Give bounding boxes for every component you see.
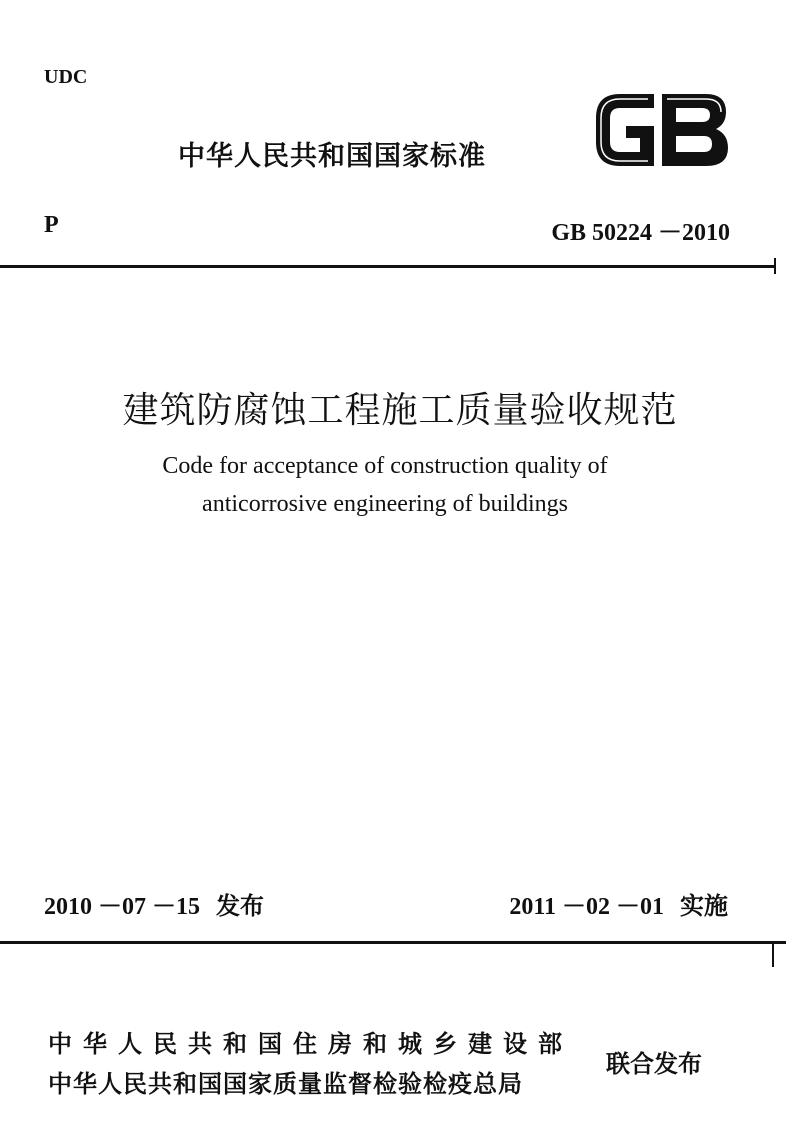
- udc-label: UDC: [44, 66, 88, 88]
- top-divider: [0, 265, 776, 268]
- gb-logo: [590, 88, 732, 172]
- classification-code: P: [44, 212, 59, 238]
- publisher-line1: 中华人民共和国住房和城乡建设部: [48, 1030, 573, 1058]
- issue-date: 2010 －07 －15: [44, 894, 200, 920]
- standard-name: 中华人民共和国国家标准: [178, 141, 486, 172]
- title-english-line1: Code for acceptance of construction quality of: [162, 453, 608, 479]
- bottom-divider-tick: [772, 941, 774, 967]
- title-english-line2: anticorrosive engineering of buildings: [202, 491, 568, 517]
- title-chinese: 建筑防腐蚀工程施工质量验收规范: [122, 390, 678, 431]
- issue-label: 发布: [216, 892, 264, 920]
- standard-number: GB 50224 －2010: [551, 220, 730, 246]
- bottom-divider: [0, 941, 786, 944]
- implement-label: 实施: [680, 892, 728, 920]
- implement-date: 2011 －02 －01: [509, 894, 664, 920]
- issue-date-block: [44, 886, 264, 921]
- joint-publish-label: 联合发布: [606, 1050, 702, 1078]
- implement-date-block: [509, 886, 728, 921]
- top-divider-tick: [774, 258, 776, 274]
- publisher-line2: 中华人民共和国国家质量监督检验检疫总局: [48, 1070, 523, 1098]
